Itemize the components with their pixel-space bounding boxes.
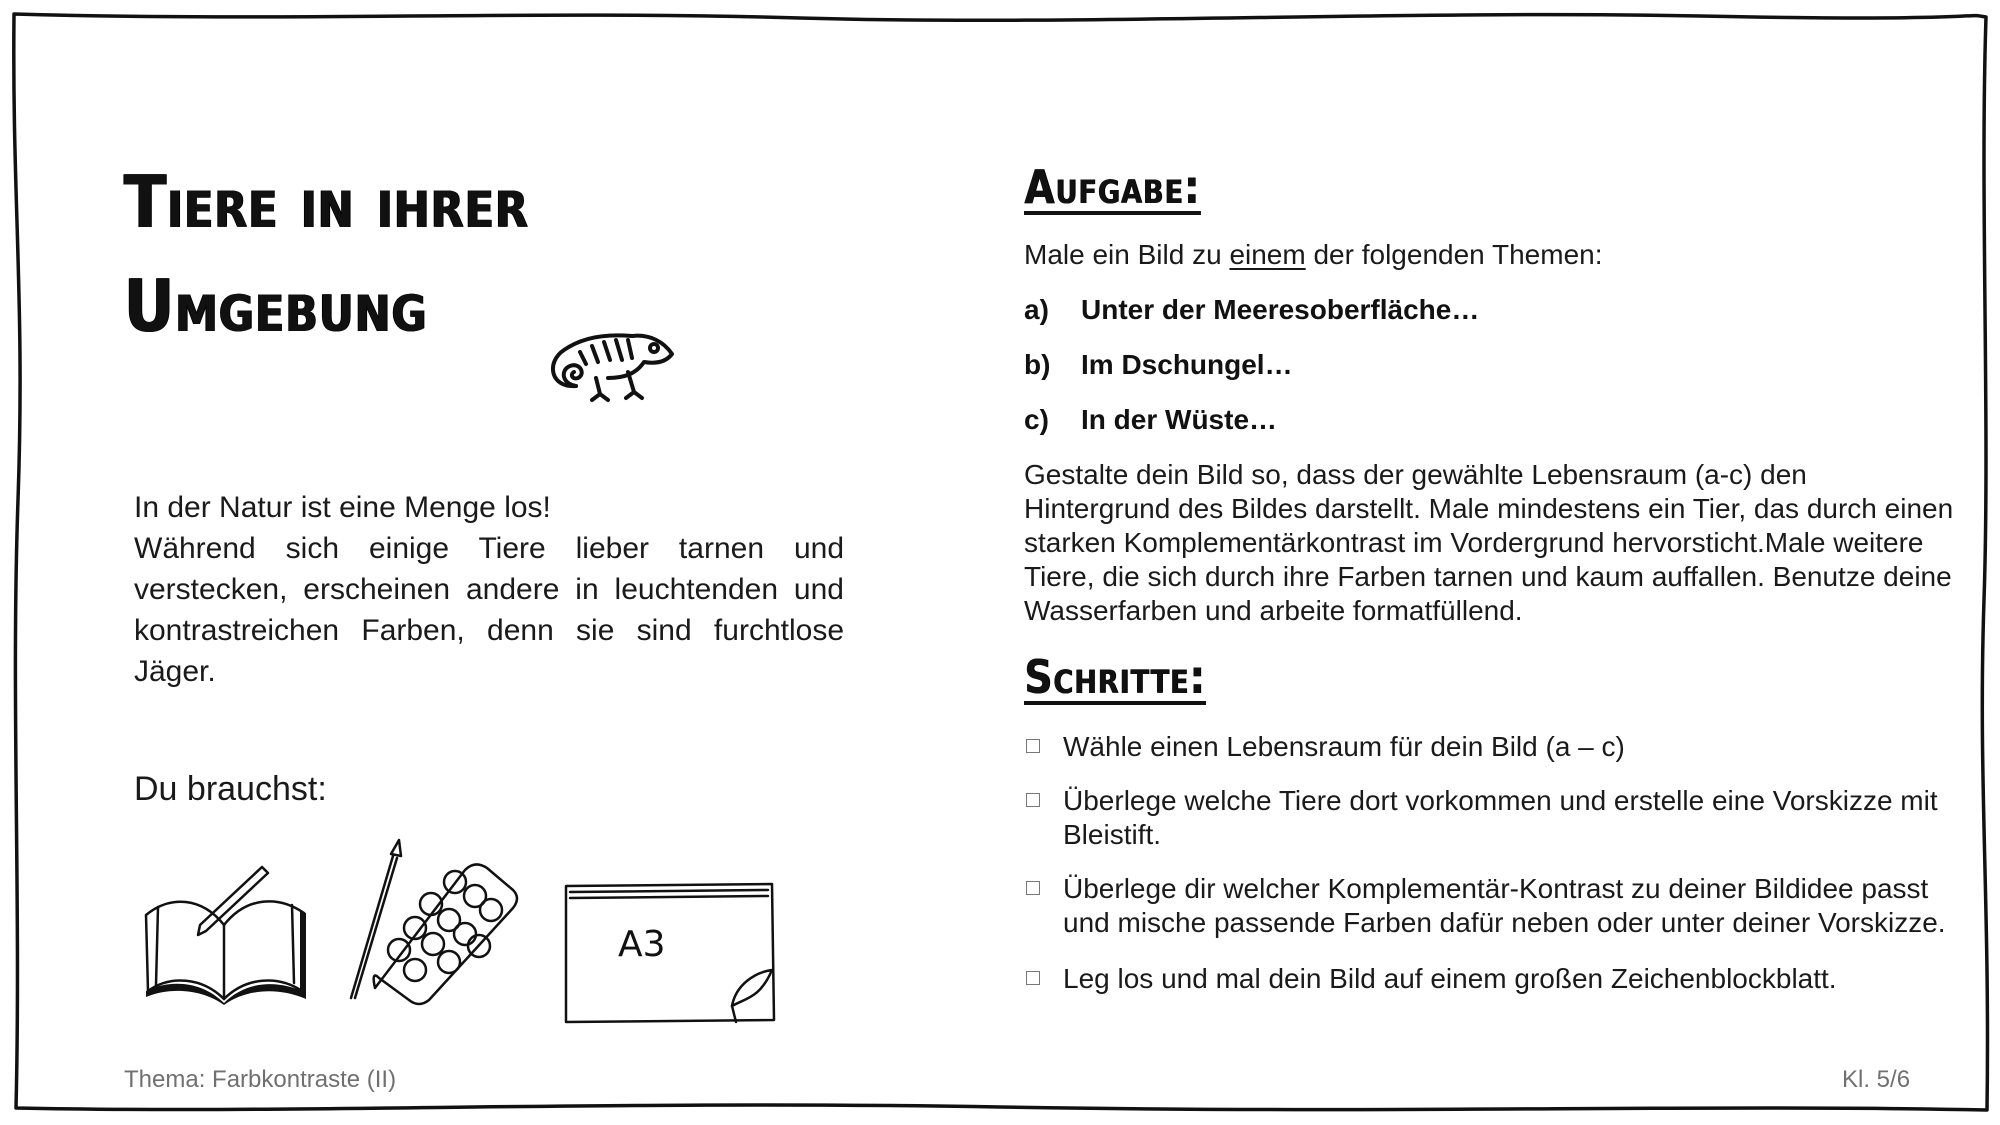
task-intro bbox=[1024, 238, 1603, 272]
footer-topic: Thema: Farbkontraste (II) bbox=[124, 1066, 397, 1093]
steps-heading-text: Schritte: bbox=[1024, 650, 1206, 704]
a3-paper-icon bbox=[560, 880, 780, 1030]
step-item bbox=[1024, 962, 1964, 996]
page-title-line-2: Umgebung bbox=[124, 264, 428, 348]
checkbox-icon[interactable] bbox=[1026, 739, 1040, 753]
checkbox-icon[interactable] bbox=[1026, 971, 1040, 985]
option-b bbox=[1024, 349, 1293, 381]
checkbox-icon[interactable] bbox=[1026, 793, 1040, 807]
task-intro-after: der folgenden Themen: bbox=[1305, 239, 1603, 270]
task-intro-before: Male ein Bild zu bbox=[1024, 239, 1230, 270]
footer-grade: Kl. 5/6 bbox=[1842, 1066, 1911, 1093]
step-item bbox=[1024, 872, 1964, 940]
checkbox-icon[interactable] bbox=[1026, 881, 1040, 895]
chameleon-icon bbox=[540, 322, 680, 412]
option-label: In der Wüste… bbox=[1081, 404, 1278, 435]
option-key: c) bbox=[1024, 404, 1049, 435]
task-description: Gestalte dein Bild so, dass der gewählte Lebensraum (a-c) den Hintergrund des Bildes darstellt. Male mindestens ein Tier, das durch einen starken Komplementärkontrast im Vordergrund hervorsticht.Male weitere Tiere, die sich durch ihre Farben tarnen und kaum auffallen. Benutze deine Wasserfarben und arbeite formatfüllend. bbox=[1024, 459, 1954, 626]
step-text: Leg los und mal dein Bild auf einem großen Zeichenblockblatt. bbox=[1063, 963, 1837, 994]
task-intro-underlined: einem bbox=[1229, 239, 1306, 270]
materials-label: Du brauchst: bbox=[134, 770, 327, 808]
step-text: Wähle einen Lebensraum für dein Bild (a – c) bbox=[1063, 731, 1625, 762]
intro-line: In der Natur ist eine Menge los! bbox=[134, 491, 551, 524]
step-text: Überlege welche Tiere dort vorkommen und erstelle eine Vorskizze mit Bleistift. bbox=[1063, 785, 1938, 850]
paper-size-label: A3 bbox=[618, 924, 666, 965]
option-label: Unter der Meeresoberfläche… bbox=[1081, 294, 1480, 325]
task-heading bbox=[1024, 160, 1200, 214]
brush-and-paint-palette-icon bbox=[345, 838, 525, 1008]
option-label: Im Dschungel… bbox=[1081, 349, 1293, 380]
option-a bbox=[1024, 294, 1479, 326]
intro-text bbox=[134, 487, 844, 692]
step-item bbox=[1024, 784, 1964, 852]
option-key: a) bbox=[1024, 294, 1049, 325]
steps-heading bbox=[1024, 650, 1206, 704]
page-title bbox=[124, 150, 588, 358]
step-item bbox=[1024, 730, 1964, 764]
option-key: b) bbox=[1024, 349, 1051, 380]
step-text: Überlege dir welcher Komplementär-Kontrast zu deiner Bildidee passt und mische passende Farben dafür neben oder unter deiner Vorskizze. bbox=[1063, 873, 1946, 938]
intro-paragraph: Während sich einige Tiere lieber tarnen und verstecken, erscheinen andere in leuchtenden und kontrastreichen Farben, denn sie sind furchtlose Jäger. bbox=[134, 532, 844, 688]
page-title-line-1: Tiere in ihrer bbox=[124, 160, 529, 244]
task-heading-text: Aufgabe: bbox=[1024, 160, 1201, 214]
option-c bbox=[1024, 404, 1277, 436]
sketchbook-pencil-icon bbox=[140, 855, 310, 1005]
